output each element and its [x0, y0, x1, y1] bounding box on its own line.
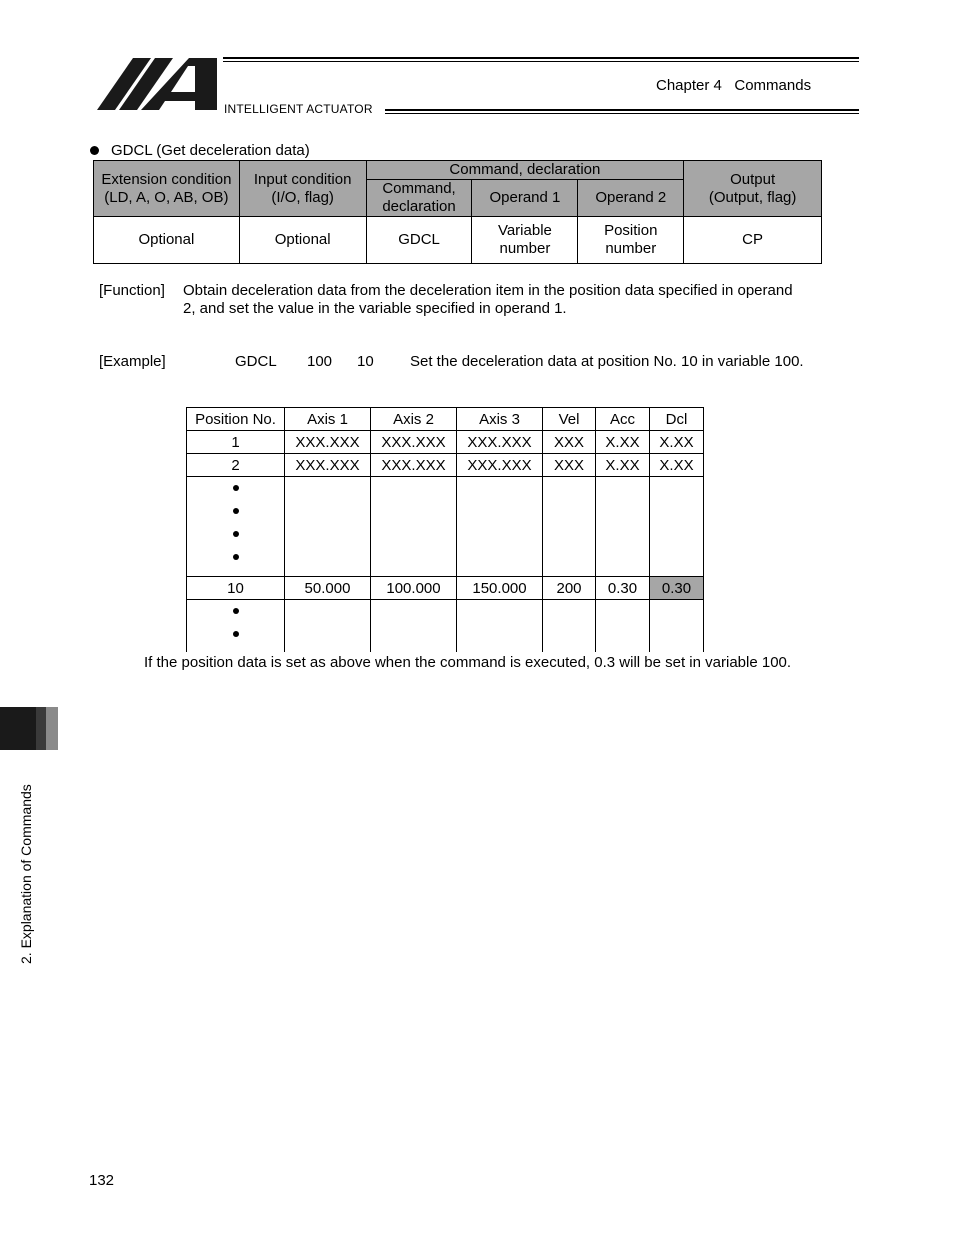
table-cell [650, 477, 704, 577]
table-cell: XXX.XXX [457, 431, 543, 454]
cell-extension: Optional [94, 217, 240, 264]
side-tab-mid [36, 707, 46, 750]
dot-icon [233, 485, 239, 491]
table-cell [285, 477, 371, 577]
header-dcl: Dcl [650, 408, 704, 431]
header-position-no: Position No. [187, 408, 285, 431]
dot-icon [233, 508, 239, 514]
cell-input: Optional [239, 217, 366, 264]
example-operand-2: 10 [357, 353, 374, 370]
chapter-title: Chapter 4 Commands [656, 77, 812, 94]
table-cell [457, 477, 543, 577]
table-cell [371, 477, 457, 577]
table-cell: XXX.XXX [285, 454, 371, 477]
header-command-declaration-group: Command, declaration [366, 161, 684, 180]
header-input-condition: Input condition (I/O, flag) [239, 161, 366, 217]
table-cell: XXX.XXX [371, 454, 457, 477]
ellipsis-cell [187, 600, 285, 653]
table-cell: XXX [543, 454, 596, 477]
header-rule-top [223, 57, 859, 59]
table-cell: X.XX [596, 454, 650, 477]
table-cell: 2 [187, 454, 285, 477]
dot-icon [233, 631, 239, 637]
side-tab-dark [0, 707, 36, 750]
table-cell: 100.000 [371, 577, 457, 600]
header-vel: Vel [543, 408, 596, 431]
table-cell: 1 [187, 431, 285, 454]
table-cell [650, 600, 704, 653]
table-row [187, 454, 704, 477]
position-table [186, 407, 704, 652]
cell-output: CP [684, 217, 822, 264]
header-command: Command, declaration [366, 180, 472, 217]
header-axis-1: Axis 1 [285, 408, 371, 431]
function-line-2: 2, and set the value in the variable specified in operand 1. [183, 300, 567, 317]
bullet-icon [90, 146, 99, 155]
table-cell [457, 600, 543, 653]
header-acc: Acc [596, 408, 650, 431]
example-description: Set the deceleration data at position No. 10 in variable 100. [410, 353, 804, 370]
example-command: GDCL [235, 353, 277, 370]
header-axis-2: Axis 2 [371, 408, 457, 431]
cell-operand-2: Position number [578, 217, 684, 264]
cell-command: GDCL [366, 217, 472, 264]
table-cell: 0.30 [596, 577, 650, 600]
side-tab-label: 2. Explanation of Commands [18, 784, 34, 964]
table-cell [543, 477, 596, 577]
function-line-1: Obtain deceleration data from the deceleration item in the position data specified in operand [183, 282, 793, 299]
table-cell [371, 600, 457, 653]
table-cell: XXX.XXX [457, 454, 543, 477]
header-operand-1: Operand 1 [472, 180, 578, 217]
side-tab-light [46, 707, 58, 750]
brand-name: INTELLIGENT ACTUATOR [224, 102, 373, 116]
table-row [187, 431, 704, 454]
header-rule-bottom [385, 109, 859, 111]
dot-icon [233, 554, 239, 560]
section-heading: GDCL (Get deceleration data) [111, 142, 310, 159]
ellipsis-cell [187, 477, 285, 577]
header-extension-condition: Extension condition (LD, A, O, AB, OB) [94, 161, 240, 217]
header-operand-2: Operand 2 [578, 180, 684, 217]
table-cell: X.XX [650, 454, 704, 477]
function-label: [Function] [99, 282, 165, 299]
result-note: If the position data is set as above when the command is executed, 0.3 will be set in variable 100. [144, 654, 792, 671]
header-output: Output (Output, flag) [684, 161, 822, 217]
table-cell: XXX.XXX [285, 431, 371, 454]
command-table [93, 160, 822, 264]
highlighted-dcl-cell: 0.30 [650, 577, 704, 600]
table-cell: 50.000 [285, 577, 371, 600]
cell-operand-1: Variable number [472, 217, 578, 264]
table-cell [596, 600, 650, 653]
table-cell [285, 600, 371, 653]
header-rule-top-thin [223, 61, 859, 62]
table-cell: XXX [543, 431, 596, 454]
function-text [183, 282, 833, 318]
iai-logo [97, 58, 219, 110]
header-axis-3: Axis 3 [457, 408, 543, 431]
example-label: [Example] [99, 353, 166, 370]
table-cell: 200 [543, 577, 596, 600]
table-row-ellipsis [187, 600, 704, 653]
dot-icon [233, 608, 239, 614]
header-rule-bottom-thin [385, 113, 859, 114]
table-cell: X.XX [650, 431, 704, 454]
table-cell: 10 [187, 577, 285, 600]
table-cell [543, 600, 596, 653]
table-cell: XXX.XXX [371, 431, 457, 454]
table-cell: X.XX [596, 431, 650, 454]
table-row [187, 577, 704, 600]
table-row [187, 408, 704, 431]
page-number: 132 [89, 1172, 115, 1189]
dot-icon [233, 531, 239, 537]
example-operand-1: 100 [307, 353, 333, 370]
table-row-ellipsis [187, 477, 704, 577]
table-cell: 150.000 [457, 577, 543, 600]
table-cell [596, 477, 650, 577]
